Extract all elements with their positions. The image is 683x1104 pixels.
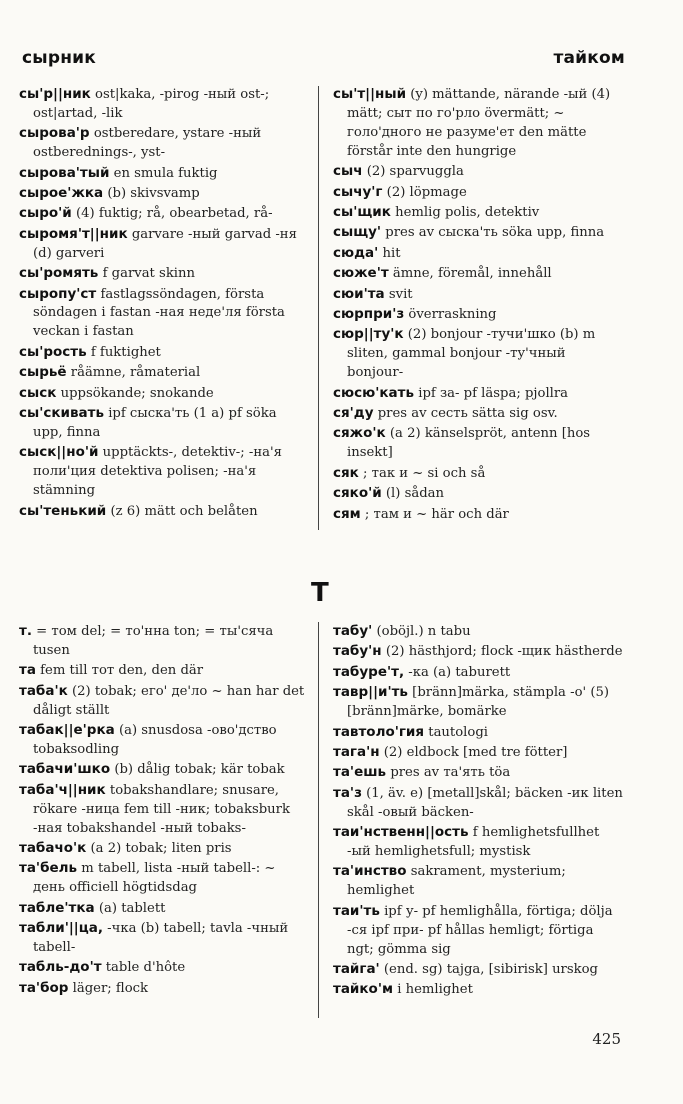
entry-headword: сюда' [333, 244, 379, 261]
entry-definition: f garvat skinn [102, 266, 196, 282]
dictionary-entry [333, 505, 623, 525]
entry-headword: сыропу'ст [19, 285, 97, 302]
entry-definition: sakrament, mysterium; hemlighet [347, 864, 566, 899]
entry-headword: сяко'й [333, 485, 382, 502]
dictionary-entry [19, 979, 307, 999]
entry-headword: табу'н [333, 643, 382, 660]
entry-definition: = том del; = то'нна ton; = ты'сяча tusen [33, 624, 274, 658]
column-top-right [333, 85, 623, 525]
dictionary-entry [19, 184, 307, 204]
entry-headword: табль-до'т [19, 959, 102, 976]
entry-definition: ipf сыска'ть (1 a) pf söka upp, finna [33, 406, 277, 440]
dictionary-entry [19, 760, 307, 780]
entry-definition: table d'hôte [105, 960, 186, 976]
entry-headword: таба'ч||ник [19, 781, 106, 798]
dictionary-entry [333, 305, 623, 325]
entry-definition: (2) eldbock [med tre fötter] [383, 744, 568, 760]
entry-headword: сырьё [19, 364, 67, 381]
entry-definition: läger; flock [72, 980, 149, 996]
column-divider-bottom [318, 622, 319, 1018]
entry-definition: ; так и ~ si och så [363, 465, 486, 481]
entry-headword: та'з [333, 784, 362, 801]
entry-definition: (a 2) tobak; liten pris [90, 840, 232, 856]
entry-headword: сы'щик [333, 203, 391, 220]
entry-definition: (z 6) mätt och belåten [110, 503, 258, 519]
entry-headword: сырова'тый [19, 164, 110, 181]
entry-definition: -ка (a) taburett [408, 664, 511, 680]
dictionary-entry [333, 244, 623, 264]
entry-headword: сыск [19, 384, 57, 401]
entry-headword: сы'рость [19, 343, 87, 360]
entry-headword: сычу'г [333, 183, 383, 200]
dictionary-entry [19, 502, 307, 522]
dictionary-entry [19, 343, 307, 363]
dictionary-entry [19, 363, 307, 383]
entry-definition: (end. sg) tajga, [sibirisk] urskog [383, 961, 599, 977]
entry-definition: (1, äv. e) [metall]skål; bäcken -ик liten skål -овый bäcken- [347, 785, 623, 820]
entry-definition: f fuktighet [90, 344, 161, 360]
entry-definition: (a 2) känselspröt, antenn [hos insekt] [347, 426, 591, 461]
entry-definition: ostberedare, ystare -ный ostberednings-, yst- [33, 126, 262, 161]
dictionary-entry [19, 225, 307, 264]
entry-definition: hit [382, 245, 401, 261]
running-head-left: сырник [22, 48, 97, 68]
entry-definition: (b) dålig tobak; kär tobak [114, 762, 285, 778]
column-bottom-right [333, 622, 623, 1001]
entry-definition: en smula fuktig [113, 165, 218, 181]
entry-headword: сы'тенький [19, 502, 107, 519]
entry-definition: fastlagssöndagen, första söndagen i fastan -ная неде'ля första veckan i fastan [33, 286, 285, 340]
entry-definition: ost|kaka, -pirog -ный ost-; ost|artad, -lik [33, 87, 270, 121]
dictionary-entry [19, 204, 307, 224]
dictionary-entry [333, 763, 623, 783]
entry-headword: сюрпри'з [333, 305, 405, 322]
dictionary-entry [333, 285, 623, 305]
entry-definition: i hemlighet [397, 982, 473, 998]
entry-definition: upptäckts-, detektiv-; -на'я поли'ция detektiva polisen; -на'я stämning [33, 445, 282, 499]
dictionary-entry [19, 622, 307, 661]
entry-definition: svit [388, 286, 413, 302]
entry-headword: таба'к [19, 682, 68, 699]
entry-definition: tobakshandlare; snusare, rökare -ница fem till -ник; tobaksburk -ная tobakshandel -ный tobaks- [33, 782, 290, 836]
dictionary-entry [333, 642, 623, 662]
entry-headword: табу' [333, 623, 373, 639]
entry-definition: (a) tablett [98, 900, 166, 916]
entry-definition: -чка (b) tabell; tavla -чный tabell- [33, 921, 289, 955]
entry-definition: överraskning [408, 306, 497, 322]
entry-headword: тавтоло'гия [333, 723, 425, 740]
entry-definition: (2) sparvuggla [366, 164, 464, 180]
entry-headword: сяк [333, 464, 359, 481]
entry-definition: råämne, råmaterial [70, 365, 201, 381]
entry-headword: та'инство [333, 863, 407, 880]
entry-headword: табачо'к [19, 839, 87, 856]
entry-headword: сы'р||ник [19, 86, 91, 102]
dictionary-entry [19, 839, 307, 859]
entry-definition: ipf за- pf läspa; pjollra [418, 385, 569, 401]
entry-headword: та'ешь [333, 764, 387, 781]
entry-definition: (l) sådan [385, 486, 445, 502]
dictionary-entry [333, 404, 623, 424]
dictionary-entry [333, 484, 623, 504]
dictionary-entry [333, 862, 623, 901]
dictionary-entry [333, 823, 623, 862]
entry-definition: f hemlighetsfullhet -ый hemlighetsfull; mystisk [347, 825, 600, 859]
dictionary-entry [19, 285, 307, 343]
entry-headword: сыч [333, 163, 363, 180]
dictionary-entry [333, 223, 623, 243]
entry-headword: сям [333, 505, 361, 522]
entry-headword: тага'н [333, 743, 380, 760]
entry-definition: (2) löpmage [386, 184, 467, 200]
entry-definition: (2) bonjour -тучи'шко (b) m sliten, gammal bonjour -ту'чный bonjour- [347, 327, 596, 381]
dictionary-entry [333, 162, 623, 182]
dictionary-entry [333, 325, 623, 383]
dictionary-entry [333, 784, 623, 823]
entry-definition: (b) skivsvamp [107, 186, 200, 202]
dictionary-entry [19, 721, 307, 760]
entry-headword: сыро'й [19, 205, 72, 222]
dictionary-entry [333, 683, 623, 722]
dictionary-entry [333, 743, 623, 763]
column-top-left [19, 85, 307, 522]
dictionary-entry [333, 384, 623, 404]
dictionary-entry [19, 682, 307, 721]
entry-headword: сюсю'кать [333, 384, 415, 401]
entry-headword: т. [19, 623, 32, 639]
dictionary-entry [19, 124, 307, 163]
dictionary-entry [333, 183, 623, 203]
entry-definition: (2) tobak; его' де'ло ~ han har det dåligt ställt [33, 683, 305, 718]
dictionary-entry [333, 902, 623, 960]
column-divider-top [318, 86, 319, 530]
entry-definition: hemlig polis, detektiv [395, 204, 540, 220]
dictionary-entry [19, 85, 307, 124]
entry-definition: m tabell, lista -ный tabell-: ~ день officiell högtidsdag [33, 861, 276, 896]
running-head-right: тайком [553, 48, 625, 68]
entry-headword: сюр||ту'к [333, 326, 404, 343]
dictionary-entry [19, 899, 307, 919]
entry-headword: та'бор [19, 979, 69, 996]
dictionary-entry [19, 781, 307, 839]
entry-headword: та'бель [19, 860, 78, 877]
dictionary-entry [19, 384, 307, 404]
entry-headword: табак||е'рка [19, 722, 115, 739]
entry-definition: tautologi [428, 724, 488, 740]
entry-headword: таи'нственн||ость [333, 824, 469, 841]
dictionary-entry [333, 464, 623, 484]
entry-definition: (2) hästhjord; flock -щик hästherde [385, 644, 623, 660]
section-letter: Т [311, 578, 329, 608]
dictionary-entry [333, 723, 623, 743]
dictionary-entry [19, 661, 307, 681]
entry-definition: garvare -ный garvad -ня (d) garveri [33, 226, 297, 261]
entry-headword: сы'т||ный [333, 86, 407, 102]
entry-headword: сыск||но'й [19, 444, 99, 461]
entry-definition: pres av сыска'ть söka upp, finna [385, 225, 605, 241]
dictionary-entry [19, 958, 307, 978]
dictionary-entry [19, 404, 307, 443]
entry-headword: та [19, 662, 36, 679]
entry-headword: сы'ромять [19, 265, 99, 282]
dictionary-entry [19, 859, 307, 898]
entry-definition: pres av сесть sätta sig osv. [377, 406, 558, 421]
dictionary-entry [19, 919, 307, 958]
entry-headword: сырое'жка [19, 185, 104, 202]
dictionary-entry [333, 203, 623, 223]
entry-definition: ipf у- pf hemlighålla, förtiga; dölja -ся ipf при- pf hållas hemligt; förtiga ngt; gömma sig [347, 903, 613, 957]
dictionary-entry [333, 85, 623, 162]
dictionary-entry [333, 960, 623, 980]
entry-headword: сяжо'к [333, 425, 386, 442]
entry-headword: тайга' [333, 960, 380, 977]
entry-definition: fem till тот den, den där [40, 663, 204, 679]
entry-headword: сюи'та [333, 285, 385, 302]
entry-headword: сюже'т [333, 265, 389, 282]
entry-headword: сы'скивать [19, 405, 104, 421]
entry-definition: ämne, föremål, innehåll [392, 266, 552, 282]
entry-headword: табачи'шко [19, 761, 111, 778]
entry-headword: сыщу' [333, 224, 382, 241]
dictionary-entry [333, 424, 623, 463]
entry-headword: сыромя'т||ник [19, 225, 128, 242]
entry-definition: ; там и ~ här och där [364, 506, 509, 522]
dictionary-entry [333, 264, 623, 284]
entry-headword: таи'ть [333, 902, 380, 919]
dictionary-entry [19, 164, 307, 184]
column-bottom-left [19, 622, 307, 999]
entry-headword: табле'тка [19, 899, 95, 916]
entry-definition: (y) mättande, närande -ый (4) mätt; сыт по го'рло övermätt; ~ голо'дного не разуме'ет den mätte förstår inte den hungrige [347, 87, 611, 159]
entry-headword: табли'||ца, [19, 920, 103, 937]
entry-definition: (4) fuktig; rå, obearbetad, rå- [75, 206, 273, 222]
entry-definition: (oböjl.) n tabu [376, 624, 471, 639]
entry-definition: (a) snusdosa -ово'дство tobaksodling [33, 723, 277, 757]
dictionary-entry [19, 264, 307, 284]
dictionary-entry [19, 443, 307, 501]
entry-headword: ся'ду [333, 405, 374, 421]
entry-headword: сырова'р [19, 125, 90, 142]
dictionary-entry [333, 622, 623, 642]
entry-headword: тайко'м [333, 981, 393, 998]
entry-definition: uppsökande; snokande [60, 385, 214, 401]
entry-headword: табуре'т, [333, 663, 405, 680]
entry-definition: pres av та'ять töa [390, 765, 511, 781]
entry-headword: тавр||и'ть [333, 684, 408, 701]
page-number: 425 [592, 1030, 621, 1048]
entry-definition: [bränn]märka, stämpla -о' (5) [bränn]märke, bomärke [347, 685, 610, 720]
dictionary-entry [333, 980, 623, 1000]
dictionary-entry [333, 663, 623, 683]
